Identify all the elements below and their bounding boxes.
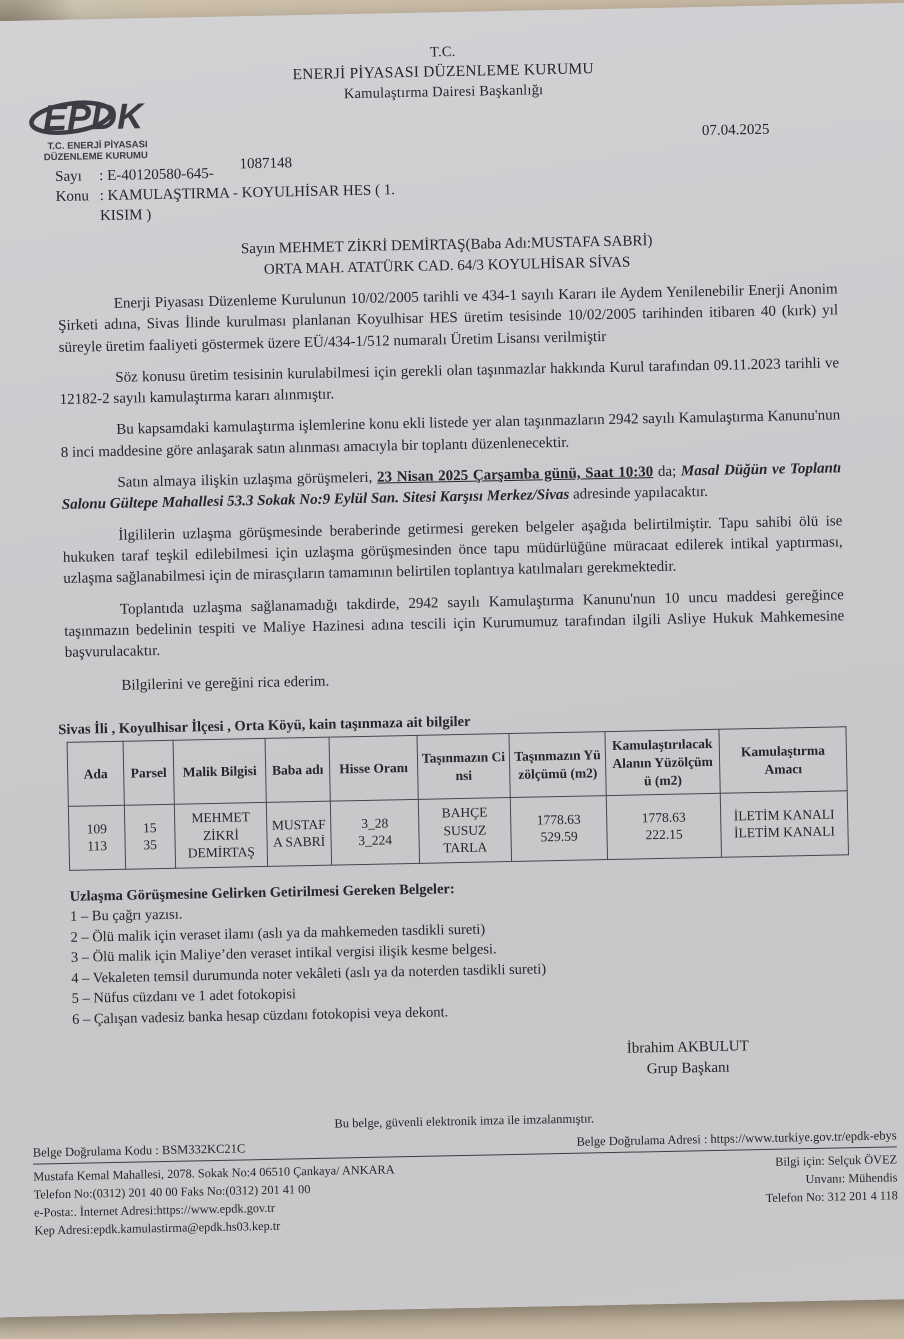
cell-malik: MEHMET ZİKRİ DEMİRTAŞ (174, 802, 267, 867)
konu-label: Konu (55, 188, 90, 206)
signature-block (538, 1035, 839, 1083)
footer-contact-title: Unvanı: Mühendis (805, 1170, 898, 1187)
cell-parsel: 15 35 (124, 804, 175, 869)
document-content (0, 2, 904, 1317)
footer-kep-address: Kep Adresi:epdk.kamulastirma@epdk.hs03.kep.tr (34, 1218, 281, 1238)
footer-contact-left (33, 1161, 396, 1240)
meeting-mid: da; (653, 463, 682, 481)
addressee-block (57, 227, 838, 285)
document-item: 3 – Ölü malik için Maliye’den veraset intikal vergisi ilişik kesme belgesi. (70, 941, 497, 967)
document-item: 5 – Nüfus cüzdanı ve 1 adet fotokopisi (71, 986, 297, 1008)
col-header-parsel: Parsel (123, 741, 174, 806)
paragraph-court: Toplantıda uzlaşma sağlanamadığı takdirde, 2942 sayılı Kamulaştırma Kanunu'nun 10 uncu maddesi gereğince taşınmazın bedelinin tespiti ve Maliye Hazinesi adına tescili için Kurumumuz tarafından ilgili Asliye Hukuk Mahkemesine başvurulacaktır. (64, 586, 845, 662)
sayi-label: Sayı (55, 168, 83, 186)
signer-title: Grup Başkanı (646, 1059, 730, 1078)
epdk-logo (27, 90, 179, 176)
esign-note: Bu belge, güvenli elektronik imza ile imzalanmıştır. (334, 1111, 595, 1131)
meeting-datetime: 23 Nisan 2025 Çarşamba günü, Saat 10:30 (376, 464, 654, 486)
verification-code: Belge Doğrulama Kodu : BSM332KC21C (32, 1141, 246, 1160)
document-date: 07.04.2025 (701, 121, 770, 140)
cell-hisse: 3_28 3_224 (330, 799, 419, 864)
meeting-venue: Masal Düğün ve Toplantı Salonu Gültepe Mahallesi 53.3 Sokak No:9 Eylül San. Sitesi Karşısı Merkez/Sivas (61, 460, 842, 514)
col-header-kam-yuzolcum: Kamulaştırılacak Alanın Yüzölçümü (m2) (605, 730, 720, 796)
required-documents-section (69, 871, 852, 1030)
letterhead-tc: T.C. (429, 43, 456, 61)
logo-acronym: EPDK (42, 95, 144, 139)
document-item: 2 – Ölü malik için veraset ilamı (aslı ya da mahkemeden tasdikli sureti) (70, 921, 486, 946)
document-item: 1 – Bu çağrı yazısı. (69, 906, 183, 926)
col-header-hisse: Hisse Oranı (329, 736, 418, 801)
cell-amac: İLETİM KANALI İLETİM KANALI (720, 791, 848, 857)
required-documents-title: Uzlaşma Görüşmesine Gelirken Getirilmesi Gereken Belgeler: (69, 880, 455, 905)
footer-columns (33, 1151, 898, 1240)
paragraph-meeting-purpose: Bu kapsamdaki kamulaştırma işlemlerine konu ekli listede yer alan taşınmazların 2942 sayılı Kamulaştırma Kanunu'nun 8 inci maddesine göre anlaşarak satın alınması amacıyla bir toplantı düzenlenecektir. (60, 407, 841, 461)
footer-contact-person: Bilgi için: Selçuk ÖVEZ (775, 1152, 898, 1169)
cell-cins: BAHÇE SUSUZ TARLA (418, 798, 511, 863)
col-header-baba: Baba adı (265, 738, 330, 803)
col-header-ada: Ada (67, 742, 124, 807)
verification-address: Belge Doğrulama Adresi : https://www.turkiye.gov.tr/epdk-ebys (576, 1128, 897, 1149)
sayi-number: 1087148 (239, 155, 293, 173)
paragraph-license: Enerji Piyasası Düzenleme Kurulunun 10/02/2005 tarihli ve 434-1 sayılı Kararı ile Aydem Yenilenebilir Enerji Anonim Şirketi adına, Sivas İlinde kurulması planlanan Koyulhisar HES üretim tesisinde 10/02/2005 tarihinden itibaren 40 (kırk) yıl süreyle üretim faaliyeti göstermek üzere EÜ/434-1/512 numaralı Üretim Lisansı verilmiştir (58, 281, 839, 356)
footer-contact-phone: Telefon No: 312 201 4 118 (765, 1188, 898, 1206)
letterhead-dept: Kamulaştırma Dairesi Başkanlığı (343, 82, 544, 103)
footer-contact-right (765, 1151, 899, 1226)
sayi-code: : E-40120580-645- (99, 165, 214, 185)
document-paper (0, 2, 904, 1317)
signer-name: İbrahim AKBULUT (626, 1038, 750, 1057)
cell-kam-yuzolcum: 1778.63 222.15 (606, 793, 721, 859)
table-caption: Sivas İli , Koyulhisar İlçesi , Orta Köyü, kain taşınmaza ait bilgiler (58, 714, 471, 739)
letterhead-org: ENERJİ PİYASASI DÜZENLEME KURUMU (292, 60, 595, 84)
closing-line: Bilgilerini ve gereğini rica ederim. (121, 674, 330, 695)
paragraph-decision: Söz konusu üretim tesisinin kurulabilmesi için gerekli olan taşınmazlar hakkında Kurul tarafından 09.11.2023 tarihli ve 12182-2 sayılı kamulaştırma kararı alınmıştır. (59, 355, 840, 409)
cell-baba: MUSTAFA SABRİ (266, 801, 331, 866)
logo-subline2: DÜZENLEME KURUMU (43, 150, 148, 164)
paragraph-meeting-details (61, 458, 842, 516)
addressee-name: Sayın MEHMET ZİKRİ DEMİRTAŞ(Baba Adı:MUSTAFA SABRİ) (240, 233, 653, 258)
col-header-amac: Kamulaştırma Amacı (719, 727, 847, 793)
parcel-table (67, 727, 849, 871)
footer-web-address: e-Posta:. İnternet Adresi:https://www.epdk.gov.tr (33, 1201, 275, 1220)
konu-value: : KAMULAŞTIRMA - KOYULHİSAR HES ( 1. KISIM ) (99, 182, 396, 225)
logo-subline1: T.C. ENERJİ PİYASASI (47, 139, 148, 153)
meeting-suffix: adresinde yapılacaktır. (569, 484, 709, 504)
col-header-cins: Taşınmazın Cinsi (417, 734, 510, 799)
footer-postal-address: Mustafa Kemal Mahallesi, 2078. Sokak No:4 06510 Çankaya/ ANKARA (33, 1162, 395, 1184)
meeting-prefix: Satın almaya ilişkin uzlaşma görüşmeleri, (117, 469, 378, 491)
cell-yuzolcum: 1778.63 529.59 (510, 796, 607, 862)
addressee-address: ORTA MAH. ATATÜRK CAD. 64/3 KOYULHİSAR SİVAS (263, 254, 631, 278)
document-item: 6 – Çalışan vadesiz banka hesap cüzdanı fotokopisi veya dekont. (71, 1004, 449, 1028)
col-header-yuzolcum: Taşınmazın Yüzölçümü (m2) (509, 732, 606, 798)
cell-ada: 109 113 (68, 805, 125, 870)
col-header-malik: Malik Bilgisi (173, 739, 266, 804)
document-item: 4 – Vekaleten temsil durumunda noter vekâleti (aslı ya da noterden tasdikli sureti) (71, 961, 547, 987)
paragraph-required-documents: İlgililerin uzlaşma görüşmesinde beraberinde getirmesi gereken belgeler aşağıda belirtilmiştir. Tapu sahibi ölü ise hukuken taraf teşkil edilebilmesi için uzlaşma görüşmesinden önce tapu müdürlüğüne müracaat edilerek intikal yaptırması, uzlaşma sağlanabilmesi için de mirasçıların tamamının belirtilen toplantıya katılmaları gerekmektedir. (62, 512, 843, 588)
epdk-logo-icon (27, 90, 179, 171)
footer-phone-fax: Telefon No:(0312) 201 40 00 Faks No:(0312) 201 41 00 (33, 1182, 311, 1202)
